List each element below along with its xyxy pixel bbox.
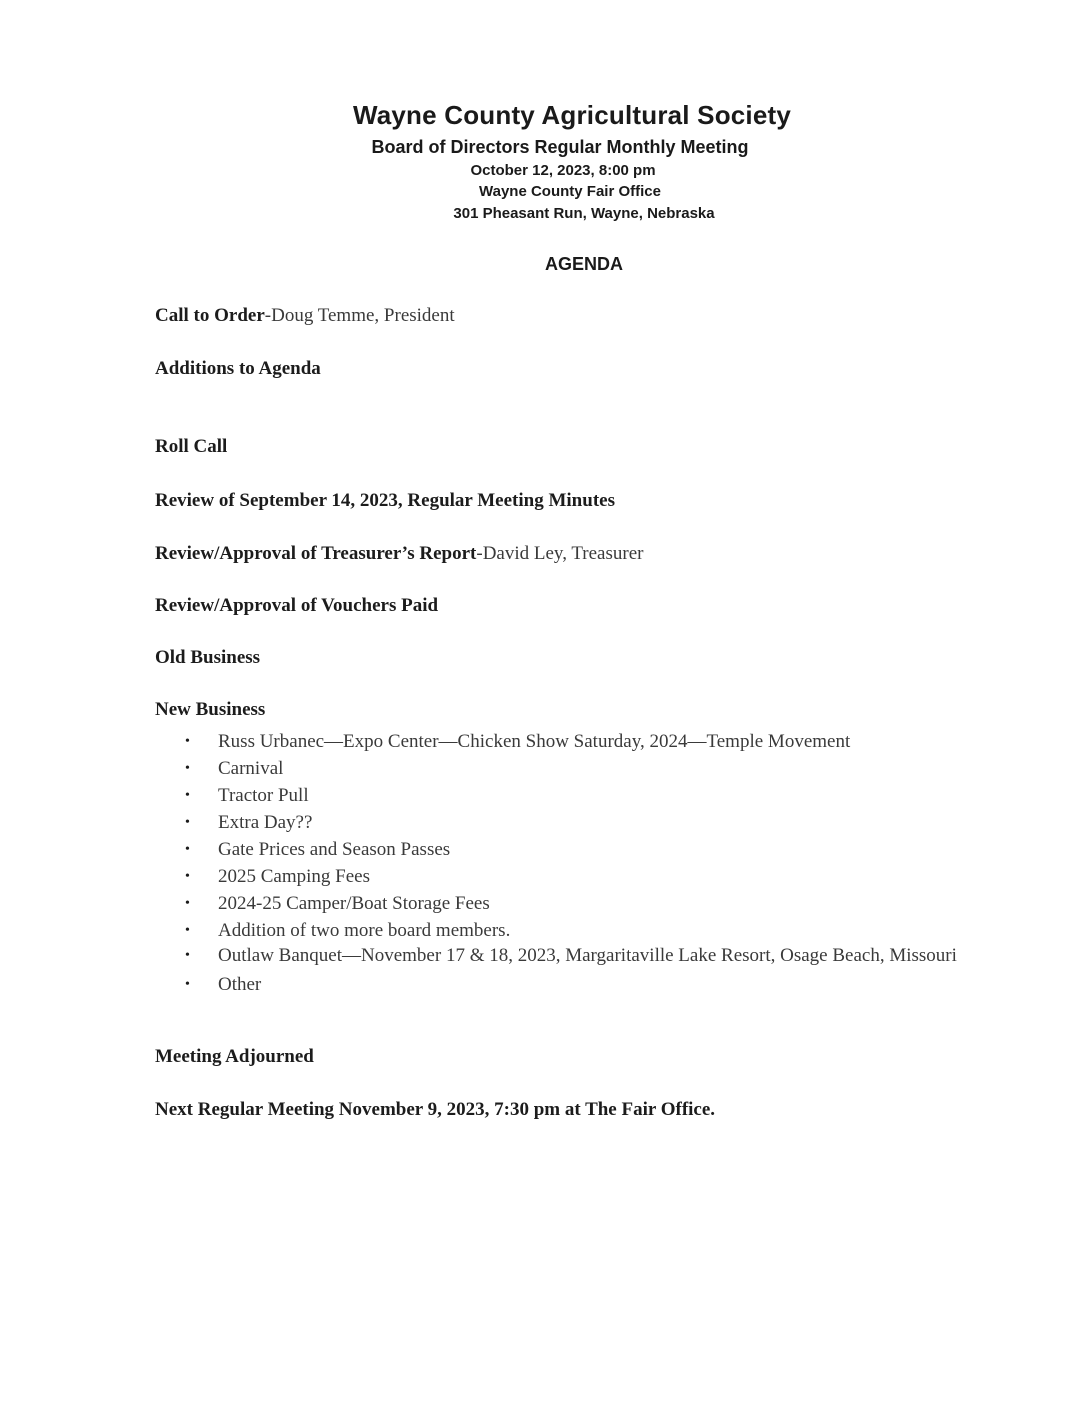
agenda-item-detail: -Doug Temme, President <box>264 305 455 326</box>
bullet-icon: • <box>185 948 190 963</box>
bullet-icon: • <box>185 761 190 776</box>
bullet-icon: • <box>185 869 190 884</box>
list-item: • Other <box>185 971 988 998</box>
agenda-item-label: Review/Approval of Vouchers Paid <box>155 595 439 616</box>
agenda-item-additions <box>155 358 321 380</box>
organization-title: Wayne County Agricultural Society <box>352 100 792 130</box>
agenda-item-label: Review of September 14, 2023, Regular Meeting Minutes <box>155 490 615 511</box>
agenda-item-label: Additions to Agenda <box>155 358 321 379</box>
agenda-item-vouchers <box>155 595 438 617</box>
list-item: • Carnival <box>185 755 988 782</box>
list-item: • 2024-25 Camper/Boat Storage Fees <box>185 890 988 917</box>
bullet-icon: • <box>185 842 190 857</box>
agenda-item-label: Call to Order <box>155 305 265 326</box>
list-item: • 2025 Camping Fees <box>185 863 988 890</box>
list-item: • Extra Day?? <box>185 809 988 836</box>
agenda-item-label: Old Business <box>155 647 261 668</box>
meeting-address: 301 Pheasant Run, Wayne, Nebraska <box>453 205 715 222</box>
list-item: • Russ Urbanec—Expo Center—Chicken Show Saturday, 2024—Temple Movement <box>185 728 988 755</box>
list-item: • Tractor Pull <box>185 782 988 809</box>
agenda-item-detail: -David Ley, Treasurer <box>476 543 644 564</box>
bullet-icon: • <box>185 923 190 938</box>
bullet-icon: • <box>185 896 190 911</box>
agenda-heading: AGENDA <box>544 254 624 274</box>
agenda-item-label: Next Regular Meeting November 9, 2023, 7:30 pm at The Fair Office. <box>155 1099 716 1120</box>
bullet-icon: • <box>185 977 190 992</box>
agenda-item-treasurer-report <box>155 543 643 565</box>
agenda-item-old-business <box>155 647 260 669</box>
agenda-item-new-business <box>155 699 265 721</box>
agenda-item-label: Roll Call <box>155 436 228 457</box>
list-item: • Addition of two more board members. <box>185 917 988 944</box>
bullet-icon: • <box>185 815 190 830</box>
bullet-icon: • <box>185 788 190 803</box>
agenda-item-adjourned <box>155 1046 314 1068</box>
agenda-item-label: Review/Approval of Treasurer’s Report <box>155 543 477 564</box>
agenda-item-next-meeting <box>155 1099 715 1121</box>
agenda-item-review-minutes <box>155 490 615 512</box>
meeting-location: Wayne County Fair Office <box>479 183 661 200</box>
agenda-item-roll-call <box>155 436 227 458</box>
agenda-item-label: New Business <box>155 699 266 720</box>
bullet-icon: • <box>185 734 190 749</box>
list-item: • Outlaw Banquet—November 17 & 18, 2023, Margaritaville Lake Resort, Osage Beach, Missouri <box>185 945 957 966</box>
list-item: • Gate Prices and Season Passes <box>185 836 988 863</box>
meeting-title: Board of Directors Regular Monthly Meeting <box>371 137 749 157</box>
new-business-list <box>185 728 988 998</box>
agenda-item-label: Meeting Adjourned <box>155 1046 314 1067</box>
agenda-item-call-to-order <box>155 305 455 327</box>
meeting-date-time: October 12, 2023, 8:00 pm <box>470 162 656 179</box>
